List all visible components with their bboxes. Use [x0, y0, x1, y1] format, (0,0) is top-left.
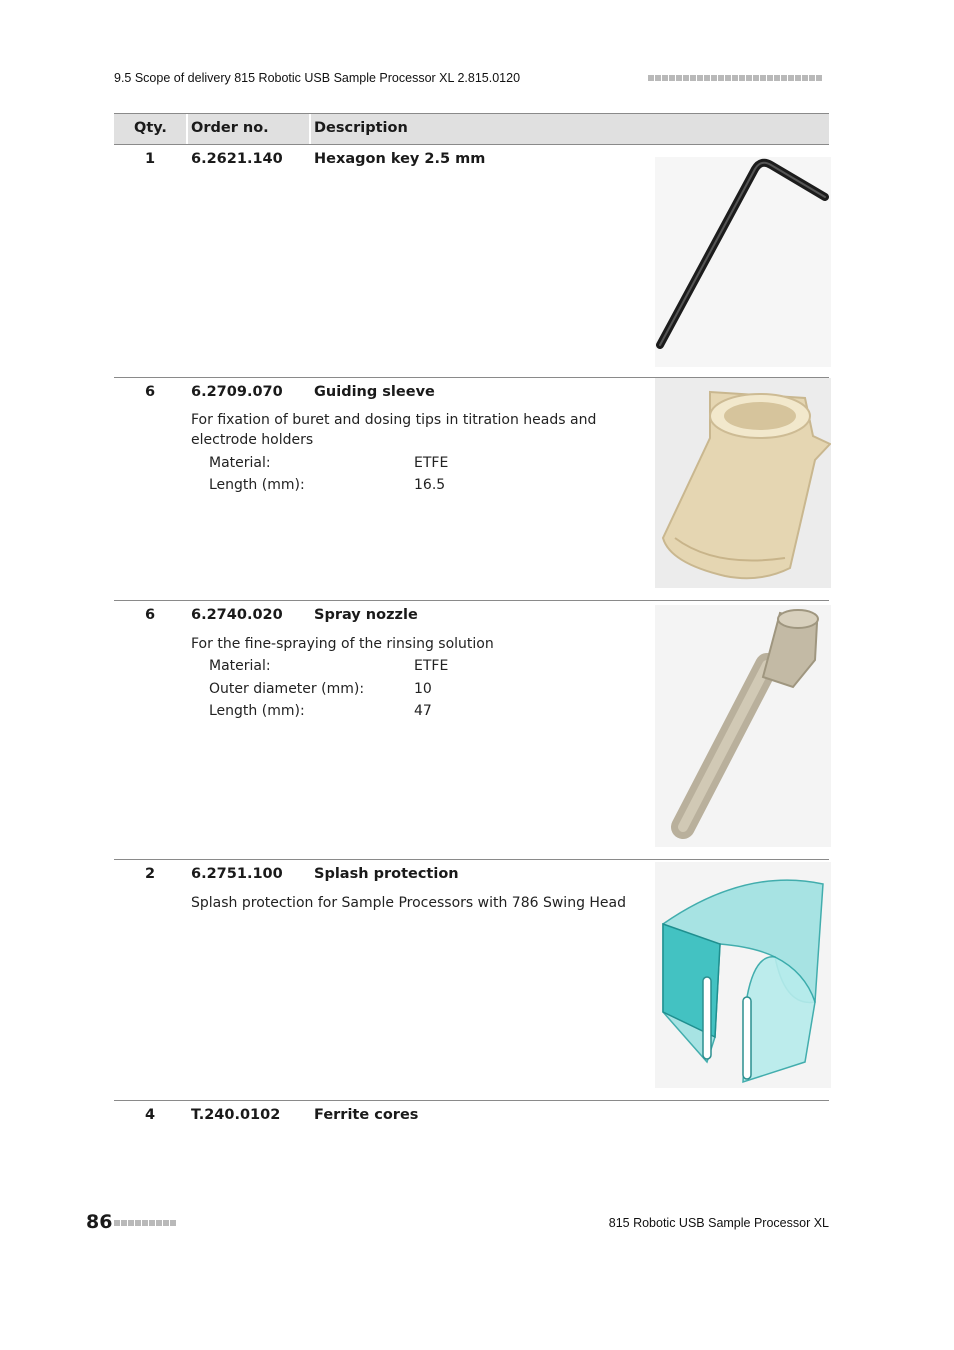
row-order-no: 6.2621.140 — [191, 151, 283, 167]
row-qty: 1 — [144, 151, 156, 167]
row-description: For fixation of buret and dosing tips in titration heads and electrode holders — [191, 412, 597, 448]
property-value: 47 — [414, 703, 432, 719]
footer-product-title: 815 Robotic USB Sample Processor XL — [608, 1216, 829, 1230]
spray-nozzle-icon — [655, 605, 831, 847]
property-label: Length (mm): — [209, 703, 305, 719]
table-row — [114, 377, 829, 601]
row-qty: 6 — [144, 607, 156, 623]
row-order-no: 6.2740.020 — [191, 607, 283, 623]
scope-of-delivery-table — [114, 113, 829, 1123]
column-header-description: Description — [314, 120, 408, 136]
row-description: Splash protection for Sample Processors with 786 Swing Head — [191, 895, 627, 911]
property-value: ETFE — [414, 455, 449, 471]
table-row — [114, 144, 829, 378]
property-label: Material: — [209, 658, 271, 674]
column-header-qty: Qty. — [134, 120, 167, 136]
row-qty: 6 — [144, 384, 156, 400]
property-value: 16.5 — [414, 477, 446, 493]
table-row — [114, 600, 829, 860]
row-order-no: 6.2751.100 — [191, 866, 283, 882]
column-header-order-no: Order no. — [191, 120, 269, 136]
footer-decoration — [114, 1220, 176, 1226]
guiding-sleeve-icon — [655, 378, 831, 588]
row-name: Hexagon key 2.5 mm — [314, 151, 486, 167]
row-qty: 4 — [144, 1107, 156, 1123]
row-name: Spray nozzle — [314, 607, 418, 623]
row-description: For the fine-spraying of the rinsing solution — [191, 636, 494, 652]
property-label: Material: — [209, 455, 271, 471]
property-value: ETFE — [414, 658, 449, 674]
header-decoration — [648, 75, 822, 81]
row-qty: 2 — [144, 866, 156, 882]
row-name: Ferrite cores — [314, 1107, 419, 1123]
page-number: 86 — [86, 1211, 113, 1233]
row-order-no: 6.2709.070 — [191, 384, 283, 400]
row-order-no: T.240.0102 — [191, 1107, 281, 1123]
row-name: Guiding sleeve — [314, 384, 435, 400]
property-value: 10 — [414, 681, 432, 697]
running-header: 9.5 Scope of delivery 815 Robotic USB Sample Processor XL 2.815.0120 — [114, 71, 521, 85]
table-row — [114, 1100, 829, 1161]
property-label: Outer diameter (mm): — [209, 681, 365, 697]
property-label: Length (mm): — [209, 477, 305, 493]
hexagon-key-icon — [655, 157, 831, 367]
splash-protection-icon — [655, 862, 831, 1088]
row-name: Splash protection — [314, 866, 459, 882]
table-row — [114, 859, 829, 1101]
table-header — [114, 113, 829, 145]
